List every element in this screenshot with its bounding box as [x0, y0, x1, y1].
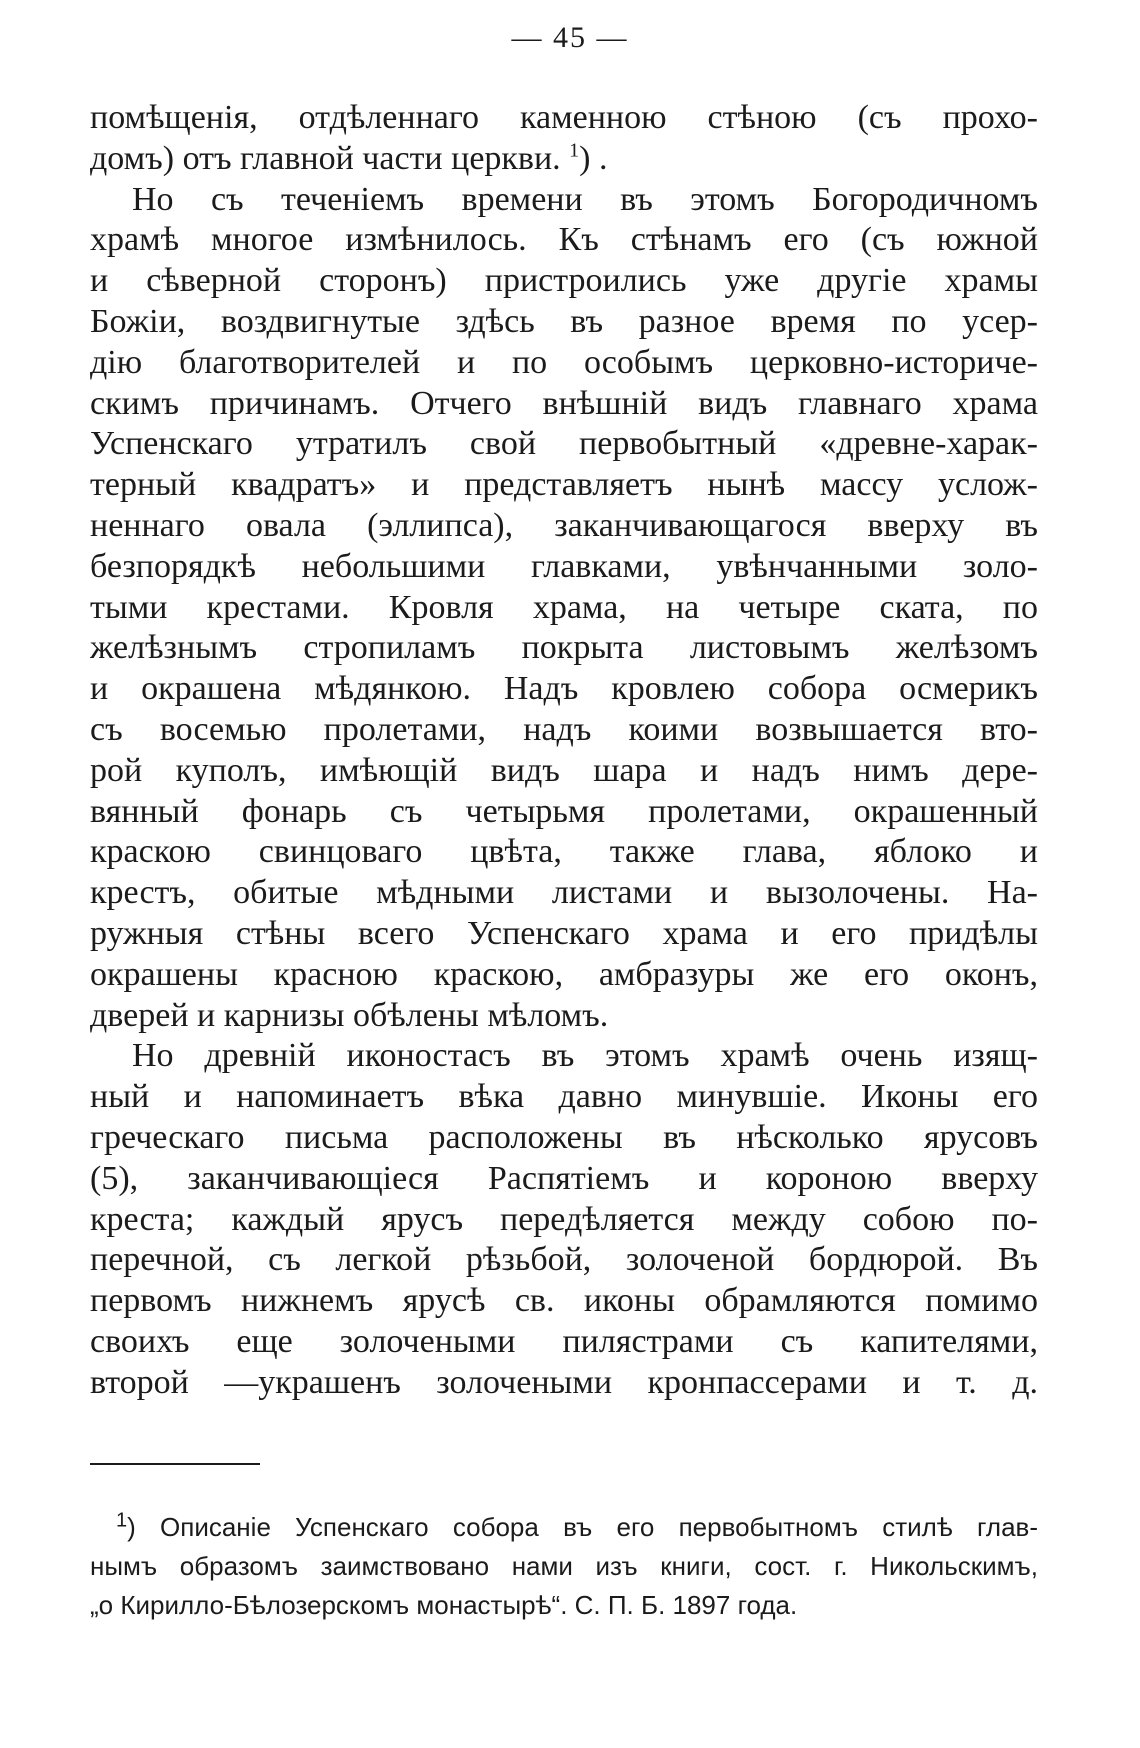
footnote-divider: [90, 1463, 260, 1465]
text-line: тыми крестами. Кровля храма, на четыре ската, по: [90, 588, 1038, 626]
text-line: [90, 139, 1038, 180]
text-line: крестъ, обитые мѣдными листами и вызолочены. На-: [90, 874, 1038, 912]
text-line: безпорядкѣ небольшими главками, увѣнчанными золо-: [90, 547, 1038, 585]
text-line: окрашены красною краскою, амбразуры же его оконъ,: [90, 955, 1038, 993]
text-line: помѣщенія, отдѣленнаго каменною стѣною (съ прохо-: [90, 99, 1038, 136]
text-line: съ восемью пролетами, надъ коими возвышается вто-: [90, 710, 1038, 748]
text-line: краскою свинцоваго цвѣта, также глава, яблоко и: [90, 833, 1038, 871]
text-line-ending: ) .: [579, 139, 608, 177]
text-line: неннаго овала (эллипса), заканчивающагося вверху въ: [90, 506, 1038, 544]
text-line: первомъ нижнемъ ярусѣ св. иконы обрамляются помимо: [90, 1282, 1038, 1320]
text-line: рой куполъ, имѣющій видъ шара и надъ нимъ дере-: [90, 751, 1038, 789]
text-line: вянный фонарь съ четырьмя пролетами, окрашенный: [90, 792, 1038, 830]
text-line: скимъ причинамъ. Отчего внѣшній видъ главнаго храма: [90, 384, 1038, 422]
text-line: ный и напоминаетъ вѣка давно минувшіе. Иконы его: [90, 1078, 1038, 1116]
text-line: и окрашена мѣдянкою. Надъ кровлею собора осмерикъ: [90, 670, 1038, 708]
main-text: [90, 98, 1038, 1404]
paragraph-iconostasis: [90, 1036, 1038, 1403]
text-line: Успенскаго утратилъ свой первобытный «древне-харак-: [90, 425, 1038, 463]
text-line: терный квадратъ» и представляетъ нынѣ массу услож-: [90, 466, 1038, 504]
text-line: храмѣ многое измѣнилось. Къ стѣнамъ его (съ южной: [90, 221, 1038, 259]
text-line: дверей и карнизы обѣлены мѣломъ.: [90, 996, 609, 1034]
text-line: креста; каждый ярусъ передѣляется между собою по-: [90, 1200, 1038, 1238]
text-line: дію благотворителей и по особымъ церковно-историче-: [90, 343, 1038, 381]
text-line: Но съ теченіемъ времени въ этомъ Богородичномъ: [132, 180, 1038, 218]
paragraph-continued: [90, 98, 1038, 180]
text-line: греческаго письма расположены въ нѣсколько ярусовъ: [90, 1118, 1038, 1156]
footnote-marker: 1: [116, 1509, 128, 1532]
paragraph-church-exterior: [90, 180, 1038, 1037]
footnote-line: „о Кирилло-Бѣлозерскомъ монастырѣ“. С. П. Б. 1897 года.: [90, 1590, 798, 1620]
footnote-line-text: ) Описаніе Успенскаго собора въ его первобытномъ стилѣ глав-: [127, 1512, 1038, 1542]
footnote-line: нымъ образомъ заимствовано нами изъ книги, сост. г. Никольскимъ,: [90, 1551, 1038, 1581]
footnote-reference[interactable]: 1: [569, 139, 580, 162]
text-line: желѣзнымъ стропиламъ покрыта листовымъ желѣзомъ: [90, 629, 1038, 667]
text-line: и сѣверной сторонъ) пристроились уже другіе храмы: [90, 262, 1038, 300]
footnote-line: [90, 1508, 1038, 1547]
text-line: Но древній иконостасъ въ этомъ храмѣ очень изящ-: [132, 1037, 1038, 1075]
text-line: перечной, съ легкой рѣзьбой, золоченой бордюрой. Въ: [90, 1241, 1038, 1279]
text-line: ружныя стѣны всего Успенскаго храма и его придѣлы: [90, 914, 1038, 952]
text-line: (5), заканчивающіеся Распятіемъ и короною вверху: [90, 1159, 1038, 1197]
text-line: Божіи, воздвигнутые здѣсь въ разное время по усер-: [90, 302, 1038, 340]
footnote: [90, 1508, 1038, 1625]
page-number: — 45 —: [511, 21, 629, 54]
text-line-content: домъ) отъ главной части церкви.: [90, 139, 561, 177]
text-line: своихъ еще золочеными пилястрами съ капителями,: [90, 1322, 1038, 1360]
text-line: второй —украшенъ золочеными кронпассерами и т. д.: [90, 1363, 1038, 1401]
